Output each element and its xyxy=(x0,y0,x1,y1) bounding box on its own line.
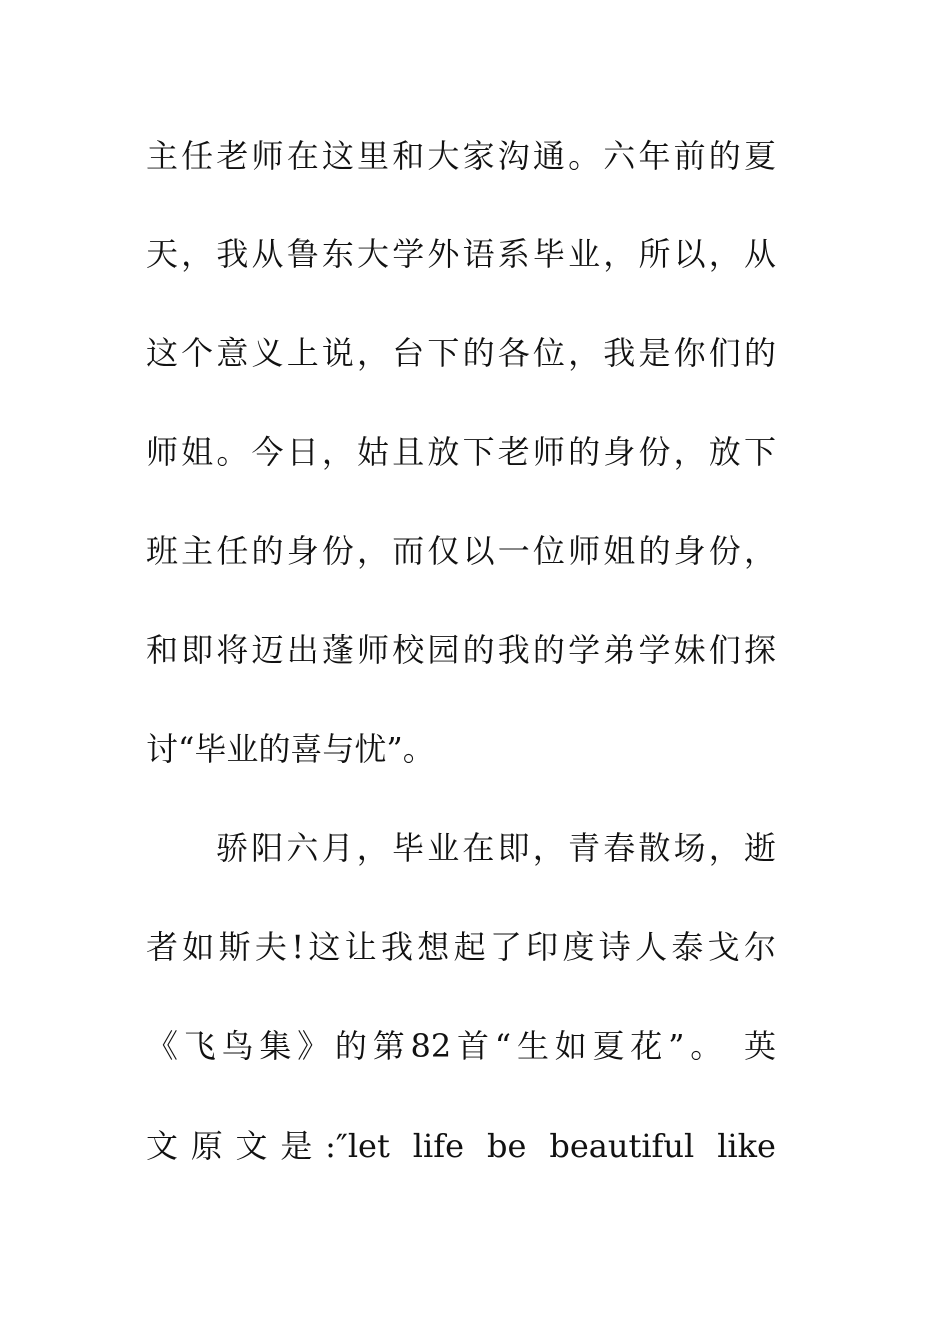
paragraph-line: 师姐。今日，姑且放下老师的身份，放下 xyxy=(146,433,776,471)
paragraph-line: 班主任的身份，而仅以一位师姐的身份， xyxy=(146,532,776,570)
paragraph-line: 和即将迈出蓬师校园的我的学弟学妹们探 xyxy=(146,631,776,669)
paragraph-line: 这个意义上说，台下的各位，我是你们的 xyxy=(146,334,776,372)
paragraph-line: 《飞鸟集》的第82首“生如夏花”。 英 xyxy=(146,1027,776,1065)
paragraph-line: 主任老师在这里和大家沟通。六年前的夏 xyxy=(146,137,776,175)
paragraph-line: 天，我从鲁东大学外语系毕业，所以，从 xyxy=(146,235,776,273)
paragraph-line: 讨“毕业的喜与忧”。 xyxy=(146,730,435,768)
paragraph-line: 者如斯夫!这让我想起了印度诗人泰戈尔 xyxy=(146,928,776,966)
paragraph-line: 骄阳六月，毕业在即，青春散场，逝 xyxy=(216,829,776,867)
paragraph-line: 文原文是:″let life be beautiful like xyxy=(146,1127,776,1165)
